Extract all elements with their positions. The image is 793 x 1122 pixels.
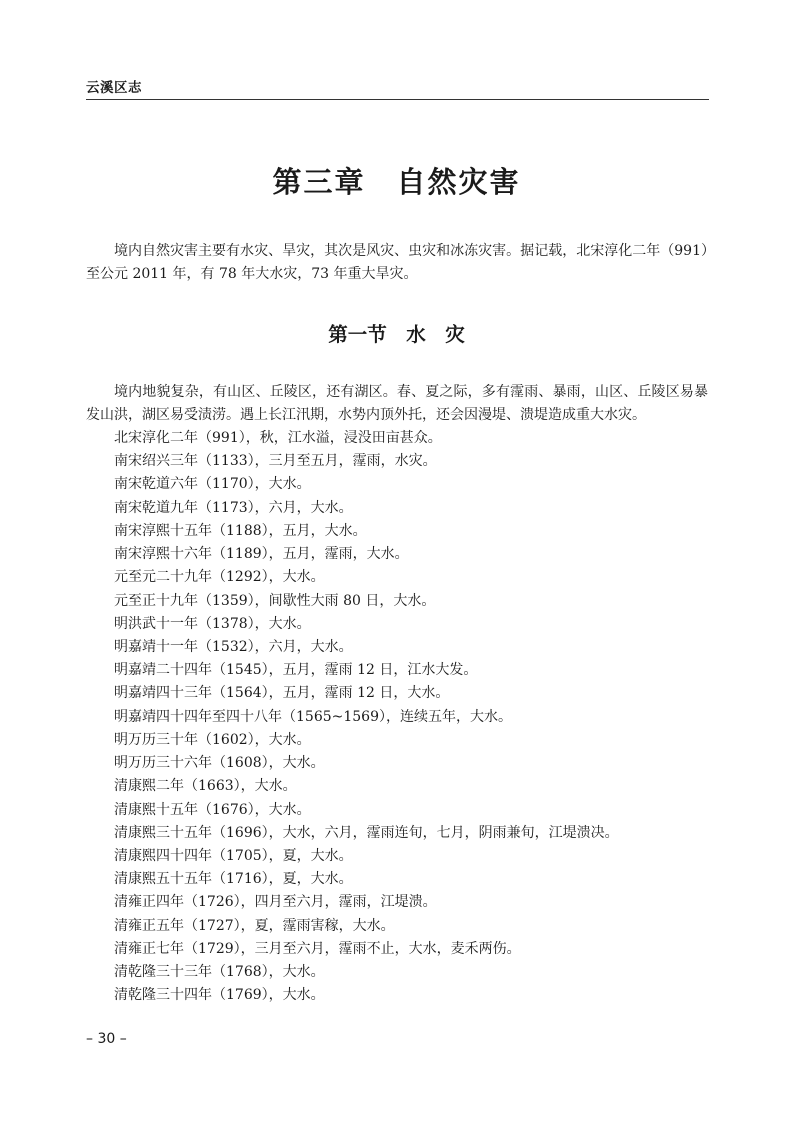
flood-record: 清雍正七年（1729），三月至六月，霪雨不止，大水，麦禾两伤。 (114, 940, 521, 957)
page-number: – 30 – (86, 1031, 127, 1047)
flood-record: 清雍正四年（1726），四月至六月，霪雨，江堤溃。 (114, 894, 437, 911)
header-rule (86, 99, 709, 100)
flood-record: 清康熙三十五年（1696），大水，六月，霪雨连旬，七月，阴雨兼旬，江堤溃决。 (114, 824, 619, 841)
flood-record: 南宋淳熙十五年（1188），五月，大水。 (114, 522, 367, 539)
flood-record: 清乾隆三十四年（1769），大水。 (114, 987, 325, 1004)
flood-record: 元至元二十九年（1292），大水。 (114, 569, 325, 586)
flood-record: 清康熙二年（1663），大水。 (114, 778, 297, 795)
flood-record: 清康熙五十五年（1716），夏，大水。 (114, 871, 353, 888)
chapter-title: 第三章 自然灾害 (272, 165, 521, 199)
flood-record: 清康熙十五年（1676），大水。 (114, 801, 311, 818)
flood-record: 北宋淳化二年（991），秋，江水溢，浸没田亩甚众。 (114, 430, 442, 446)
flood-record: 清乾隆三十三年（1768），大水。 (114, 964, 325, 981)
flood-record: 南宋绍兴三年（1133），三月至五月，霪雨，水灾。 (114, 453, 437, 470)
flood-record-list (86, 427, 708, 1007)
flood-record: 南宋淳熙十六年（1189），五月，霪雨，大水。 (114, 546, 409, 563)
flood-record: 清康熙四十四年（1705），夏，大水。 (114, 847, 353, 864)
flood-record: 明嘉靖四十三年（1564），五月，霪雨 12 日，大水。 (114, 685, 450, 702)
flood-record: 明万历三十六年（1608），大水。 (114, 755, 325, 772)
flood-record: 明嘉靖四十四年至四十八年（1565~1569），连续五年，大水。 (114, 708, 512, 725)
section-paragraph: 境内地貌复杂，有山区、丘陵区，还有湖区。春、夏之际，多有霪雨、暴雨，山区、丘陵区易暴发山洪，湖区易受渍涝。遇上长江汛期，水势内顶外托，还会因漫堤、溃堤造成重大水灾。 (86, 384, 708, 424)
flood-record: 明万历三十年（1602），大水。 (114, 731, 311, 748)
flood-record: 明嘉靖二十四年（1545），五月，霪雨 12 日，江水大发。 (114, 662, 478, 679)
section-title: 第一节 水 灾 (328, 323, 465, 346)
flood-record: 南宋乾道九年（1173），六月，大水。 (114, 499, 353, 516)
flood-record: 南宋乾道六年（1170），大水。 (114, 476, 311, 493)
flood-record: 明洪武十一年（1378），大水。 (114, 615, 311, 632)
flood-record: 明嘉靖十一年（1532），六月，大水。 (114, 638, 353, 655)
running-head: 云溪区志 (86, 80, 142, 96)
flood-record: 元至正十九年（1359），间歇性大雨 80 日，大水。 (114, 592, 436, 609)
intro-paragraph: 境内自然灾害主要有水灾、旱灾，其次是风灾、虫灾和冰冻灾害。据记载，北宋淳化二年（991）至公元 2011 年，有 78 年大水灾，73 年重大旱灾。 (86, 243, 708, 283)
flood-record: 清雍正五年（1727），夏，霪雨害稼，大水。 (114, 917, 395, 934)
